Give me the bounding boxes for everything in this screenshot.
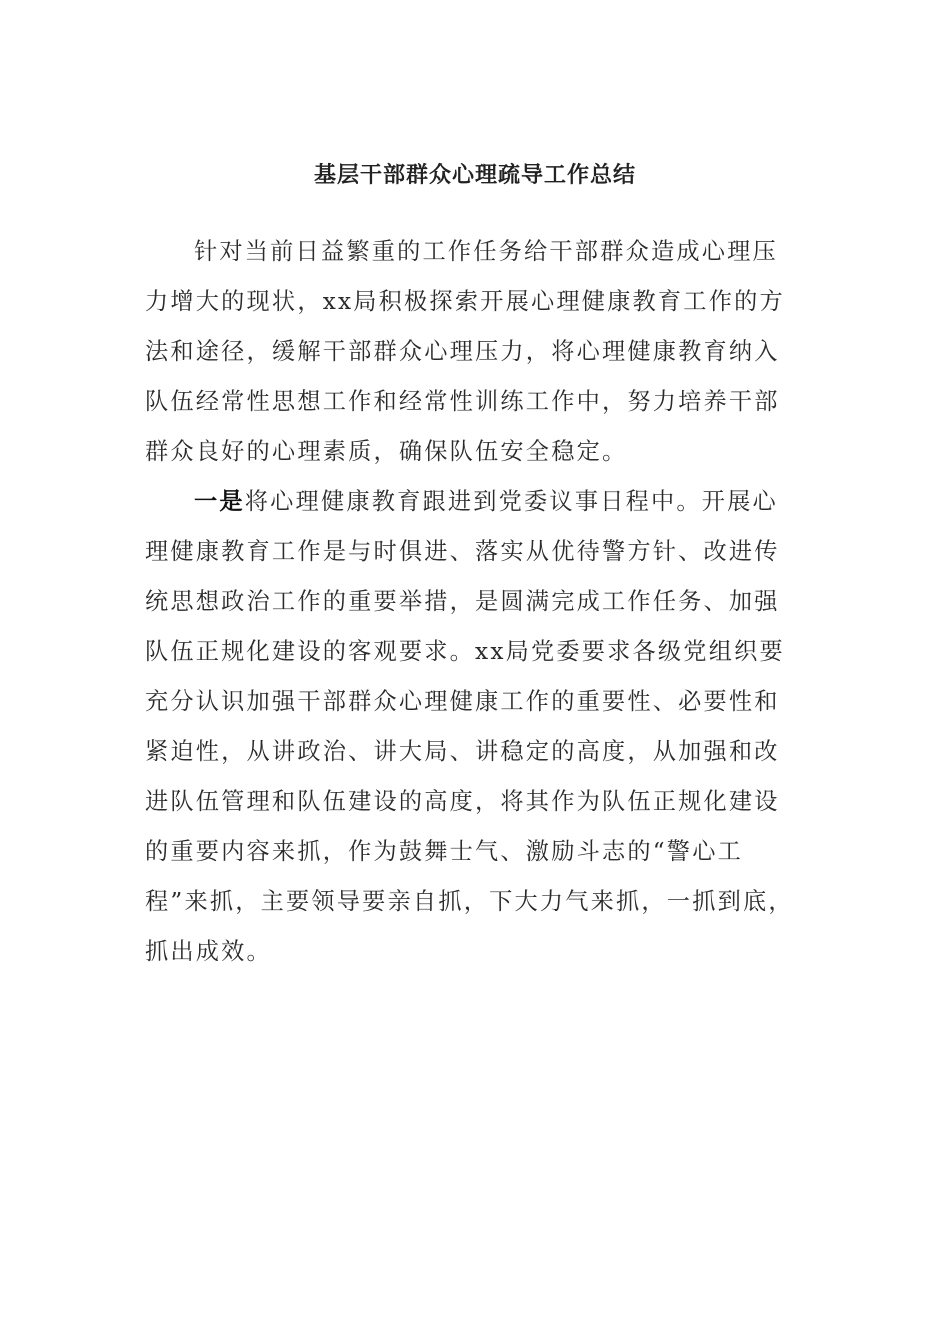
paragraph-2-line: 程”来抓，主要领导要亲自抓，下大力气来抓，一抓到底， — [145, 888, 794, 915]
paragraph-2-line: 的重要内容来抓，作为鼓舞士气、激励斗志的“警心工 — [145, 838, 743, 865]
paragraph-1-line: 群众良好的心理素质，确保队伍安全稳定。 — [145, 438, 628, 465]
paragraph-1-line: 队伍经常性思想工作和经常性训练工作中，努力培养干部 — [145, 388, 780, 415]
paragraph-2-line: 统思想政治工作的重要举措，是圆满完成工作任务、加强 — [145, 588, 780, 615]
paragraph-2-first-line-text: 将心理健康教育跟进到党委议事日程中。开展心 — [244, 488, 778, 515]
paragraph-2-line: 抓出成效。 — [145, 938, 272, 965]
paragraph-2-line: 进队伍管理和队伍建设的高度，将其作为队伍正规化建设 — [145, 788, 780, 815]
paragraph-1-line: 法和途径，缓解干部群众心理压力，将心理健康教育纳入 — [145, 338, 780, 365]
paragraph-2-line: 紧迫性，从讲政治、讲大局、讲稳定的高度，从加强和改 — [145, 738, 780, 765]
document-body — [145, 232, 805, 982]
paragraph-1-line: 力增大的现状，xx局积极探索开展心理健康教育工作的方 — [145, 288, 785, 315]
paragraph-1-line: 针对当前日益繁重的工作任务给干部群众造成心理压 — [194, 238, 778, 265]
paragraph-2-line: 理健康教育工作是与时俱进、落实从优待警方针、改进传 — [145, 538, 780, 565]
paragraph-2-first-line — [145, 482, 805, 532]
paragraph-2-line: 充分认识加强干部群众心理健康工作的重要性、必要性和 — [145, 688, 780, 715]
paragraph-2-lead: 一是 — [194, 488, 245, 515]
paragraph-2-line: 队伍正规化建设的客观要求。xx局党委要求各级党组织要 — [145, 638, 785, 665]
document-title: 基层干部群众心理疏导工作总结 — [313, 162, 636, 188]
